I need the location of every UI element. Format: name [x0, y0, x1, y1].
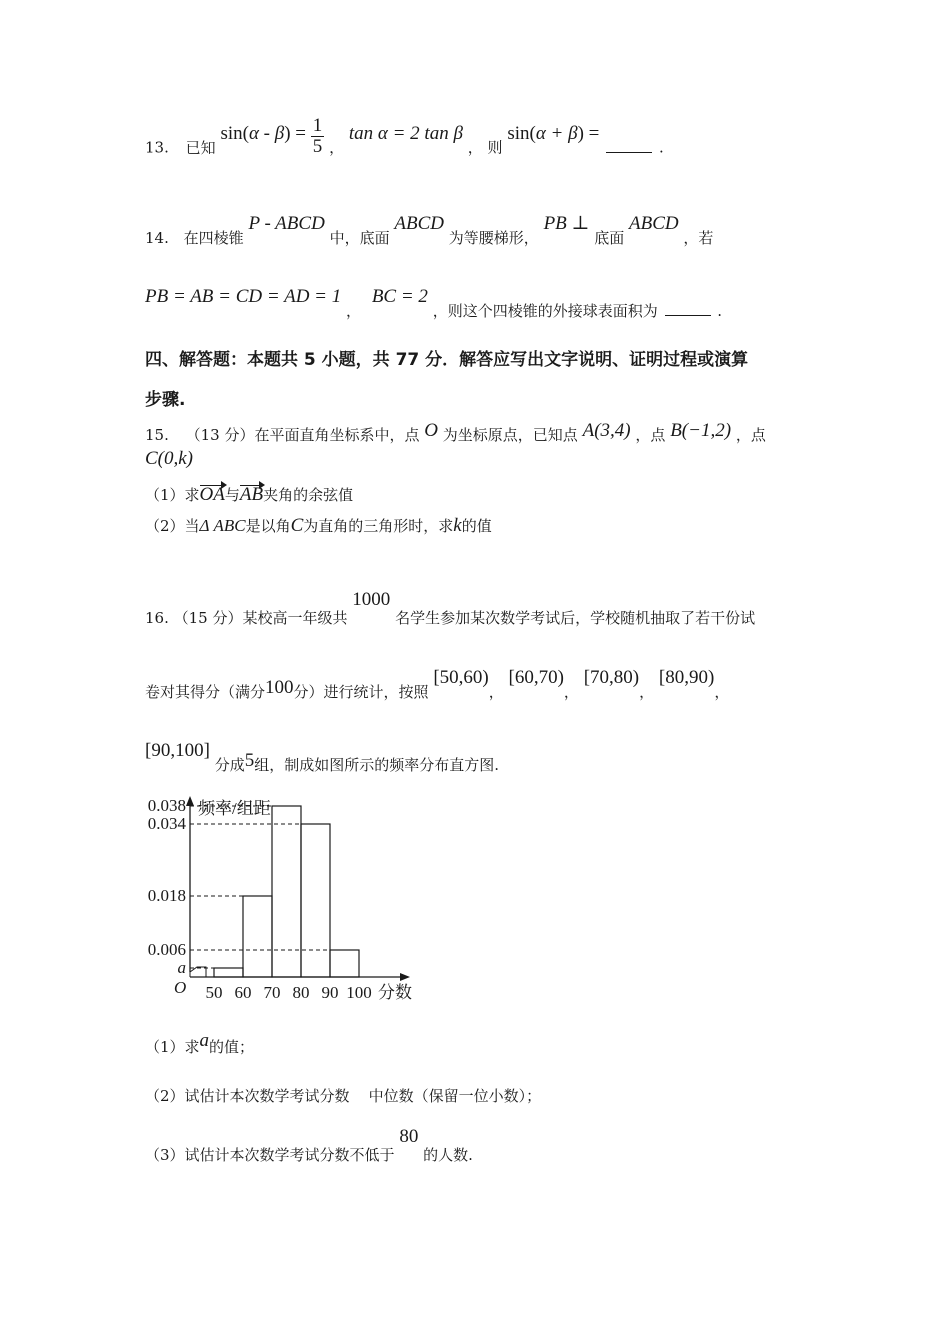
- q16-interval-4: [80,90): [658, 667, 715, 688]
- y-axis-arrow: [186, 796, 194, 806]
- q16-number: 16.: [145, 609, 169, 627]
- q15-part-1-text-a: （1）求: [145, 486, 200, 504]
- q16-sub-2: [145, 1085, 541, 1106]
- frequency-histogram: [140, 790, 430, 1010]
- q15-k: k: [453, 515, 462, 536]
- q16-sub-3-text-a: （3）试估计本次数学考试分数不低于: [145, 1146, 395, 1164]
- q15-point-c: C(0,k): [145, 448, 194, 469]
- q14-number: 14.: [145, 229, 169, 247]
- q13-comma-2: ，: [467, 138, 483, 157]
- q13-frac-num: 1: [312, 115, 323, 136]
- q13-sin-open: sin(: [220, 122, 249, 144]
- q15-part-2-text-b: 是以角: [245, 517, 291, 535]
- section-4-heading-line-2: 步骤.: [145, 390, 186, 410]
- q14-text-1: 在四棱锥: [183, 229, 244, 247]
- q13-tan-expr: tan α = 2 tan β: [348, 122, 463, 144]
- q16-sub-1-text-b: 的值；: [209, 1038, 255, 1056]
- bar-[50,60): [214, 968, 243, 977]
- chart-labels: [174, 799, 412, 1002]
- q14-text-4: 底面: [594, 229, 625, 247]
- q14-text-3: 为等腰梯形，: [448, 229, 539, 247]
- q15-vector-oa: OA: [199, 484, 225, 505]
- y-tick-label-0.018: 0.018: [147, 886, 186, 905]
- q15-point-o: O: [424, 420, 439, 441]
- y-axis-title: 频率/组距: [198, 799, 271, 818]
- q16-sep-4: ，: [714, 683, 730, 701]
- q15-vector-ab: AB: [239, 484, 264, 505]
- q14-answer-blank: [665, 314, 711, 316]
- q16-sep-2: ，: [563, 683, 579, 701]
- q15-point-a: A(3,4): [582, 420, 631, 441]
- q16-text-1: （15 分）某校高一年级共: [173, 609, 348, 627]
- q16-text-3: 卷对其得分（满分: [145, 683, 266, 701]
- q15-text-2: 为坐标原点，已知点: [442, 426, 578, 444]
- x-tick-label-50: 50: [205, 983, 223, 1002]
- y-tick-label-0.034: 0.034: [147, 814, 186, 833]
- x-tick-label-70: 70: [263, 983, 281, 1002]
- q14-text-2: 中，底面: [329, 229, 390, 247]
- q16-text-2: 名学生参加某次数学考试后，学校随机抽取了若干份试: [395, 609, 756, 627]
- q15-part-2: [145, 515, 492, 537]
- x-axis-arrow: [400, 973, 410, 981]
- x-tick-label-80: 80: [292, 983, 310, 1002]
- q15-line-1: [145, 420, 766, 446]
- q15-number: 15.: [145, 426, 169, 444]
- q15-part-1: [145, 484, 353, 506]
- q16-sub-3: [145, 1126, 473, 1166]
- q13-close-eq: ) =: [284, 122, 306, 144]
- q16-a: a: [199, 1030, 210, 1051]
- q13-text-2: 则: [487, 138, 503, 157]
- q15-part-1-text-b: 夹角的余弦值: [263, 486, 354, 504]
- q14-p-abcd: P - ABCD: [248, 213, 325, 234]
- chart-dashed-lines: [190, 806, 330, 968]
- q16-line-1: [145, 589, 756, 629]
- chart-bars: [214, 806, 359, 977]
- q15-text-4: ，点: [735, 426, 766, 444]
- q16-line-3: [145, 740, 499, 776]
- q13-alpha-minus-beta: α - β: [248, 122, 285, 144]
- q16-interval-3: [70,80): [583, 667, 640, 688]
- q13-end: .: [658, 138, 664, 157]
- q13-close-eq-2: ) =: [577, 122, 600, 144]
- q15-angle-c: C: [290, 515, 304, 536]
- chart-x-tick-labels: [206, 983, 372, 1002]
- q14-abcd-1: ABCD: [394, 213, 444, 234]
- q14-eq-1: PB = AB = CD = AD = 1: [145, 286, 342, 307]
- q16-sub-3-text-b: 的人数.: [423, 1146, 473, 1164]
- y-tick-label-0.006: 0.006: [147, 940, 186, 959]
- q16-80: 80: [399, 1126, 419, 1147]
- q13-answer-blank: [606, 151, 652, 153]
- q15-part-2-text-c: 为直角的三角形时，求: [303, 517, 454, 535]
- q13-fraction: [311, 116, 325, 157]
- q16-text-5: 分成: [214, 756, 245, 774]
- q16-sub-2-text: （2）试估计本次数学考试分数 中位数（保留一位小数）；: [145, 1087, 542, 1105]
- q15-point-b: B(−1,2): [670, 420, 732, 441]
- q15-text-1: （13 分）在平面直角坐标系中，点: [185, 426, 420, 444]
- q16-text-4: 分）进行统计，按照: [293, 683, 429, 701]
- x-tick-label-100: 100: [346, 983, 372, 1002]
- axis-break-mark: [190, 967, 206, 977]
- bar-[60,70): [243, 896, 272, 977]
- q15-line-2: [145, 448, 193, 470]
- q15-triangle: Δ ABC: [199, 516, 246, 535]
- q15-part-2-text-d: 的值: [461, 517, 492, 535]
- q16-interval-5: [90,100]: [145, 740, 210, 761]
- q14-text-5: ，若: [683, 229, 714, 247]
- q16-1000: 1000: [352, 589, 391, 610]
- q16-100: 100: [265, 677, 294, 698]
- q15-part-2-text-a: （2）当: [145, 517, 200, 535]
- origin-label: O: [174, 978, 187, 997]
- q14-pb-perp: PB ⊥: [543, 213, 590, 234]
- q13-line: [145, 115, 664, 169]
- bar-[90,100]: [330, 950, 359, 977]
- q16-sep-3: ，: [639, 683, 655, 701]
- q16-line-2: [145, 667, 730, 703]
- q13-text-1: 已知: [185, 138, 216, 157]
- chart-y-tick-labels: [148, 796, 187, 977]
- q16-5: 5: [244, 750, 255, 771]
- q14-abcd-2: ABCD: [628, 213, 679, 234]
- q15-part-1-yu: 与: [224, 486, 240, 504]
- y-tick-label-a: a: [177, 958, 186, 977]
- y-tick-label-0.038: 0.038: [147, 796, 186, 815]
- q14-comma: ，: [346, 302, 362, 320]
- q16-sub-1: [145, 1030, 255, 1058]
- q15-text-3: ，点: [635, 426, 666, 444]
- q13-sin-open-2: sin(: [507, 122, 536, 144]
- q16-text-6: 组，制成如图所示的频率分布直方图.: [254, 756, 499, 774]
- bar-[80,90): [301, 824, 330, 977]
- x-tick-label-90: 90: [321, 983, 339, 1002]
- q16-interval-2: [60,70): [508, 667, 564, 688]
- q14-text-6: ，则这个四棱锥的外接球表面积为: [432, 302, 658, 320]
- q16-sep-1: ，: [488, 683, 504, 701]
- q14-line-1: [145, 213, 714, 249]
- q16-sub-1-text-a: （1）求: [145, 1038, 200, 1056]
- q13-frac-den: 5: [312, 136, 323, 157]
- q13-comma-1: ，: [329, 138, 345, 157]
- bar-[70,80): [272, 806, 301, 977]
- section-4-heading-line-1: 四、解答题：本题共 5 小题，共 77 分．解答应写出文字说明、证明过程或演算: [145, 350, 749, 370]
- x-axis-title: 分数: [378, 983, 412, 1002]
- q14-eq-2: BC = 2: [371, 286, 428, 307]
- x-tick-label-60: 60: [234, 983, 252, 1002]
- q16-interval-1: [50,60): [433, 667, 489, 688]
- q13-alpha-plus-beta: α + β: [535, 122, 578, 144]
- q14-end: .: [717, 302, 723, 320]
- q13-number: 13.: [145, 138, 169, 157]
- q14-line-2: [145, 286, 723, 322]
